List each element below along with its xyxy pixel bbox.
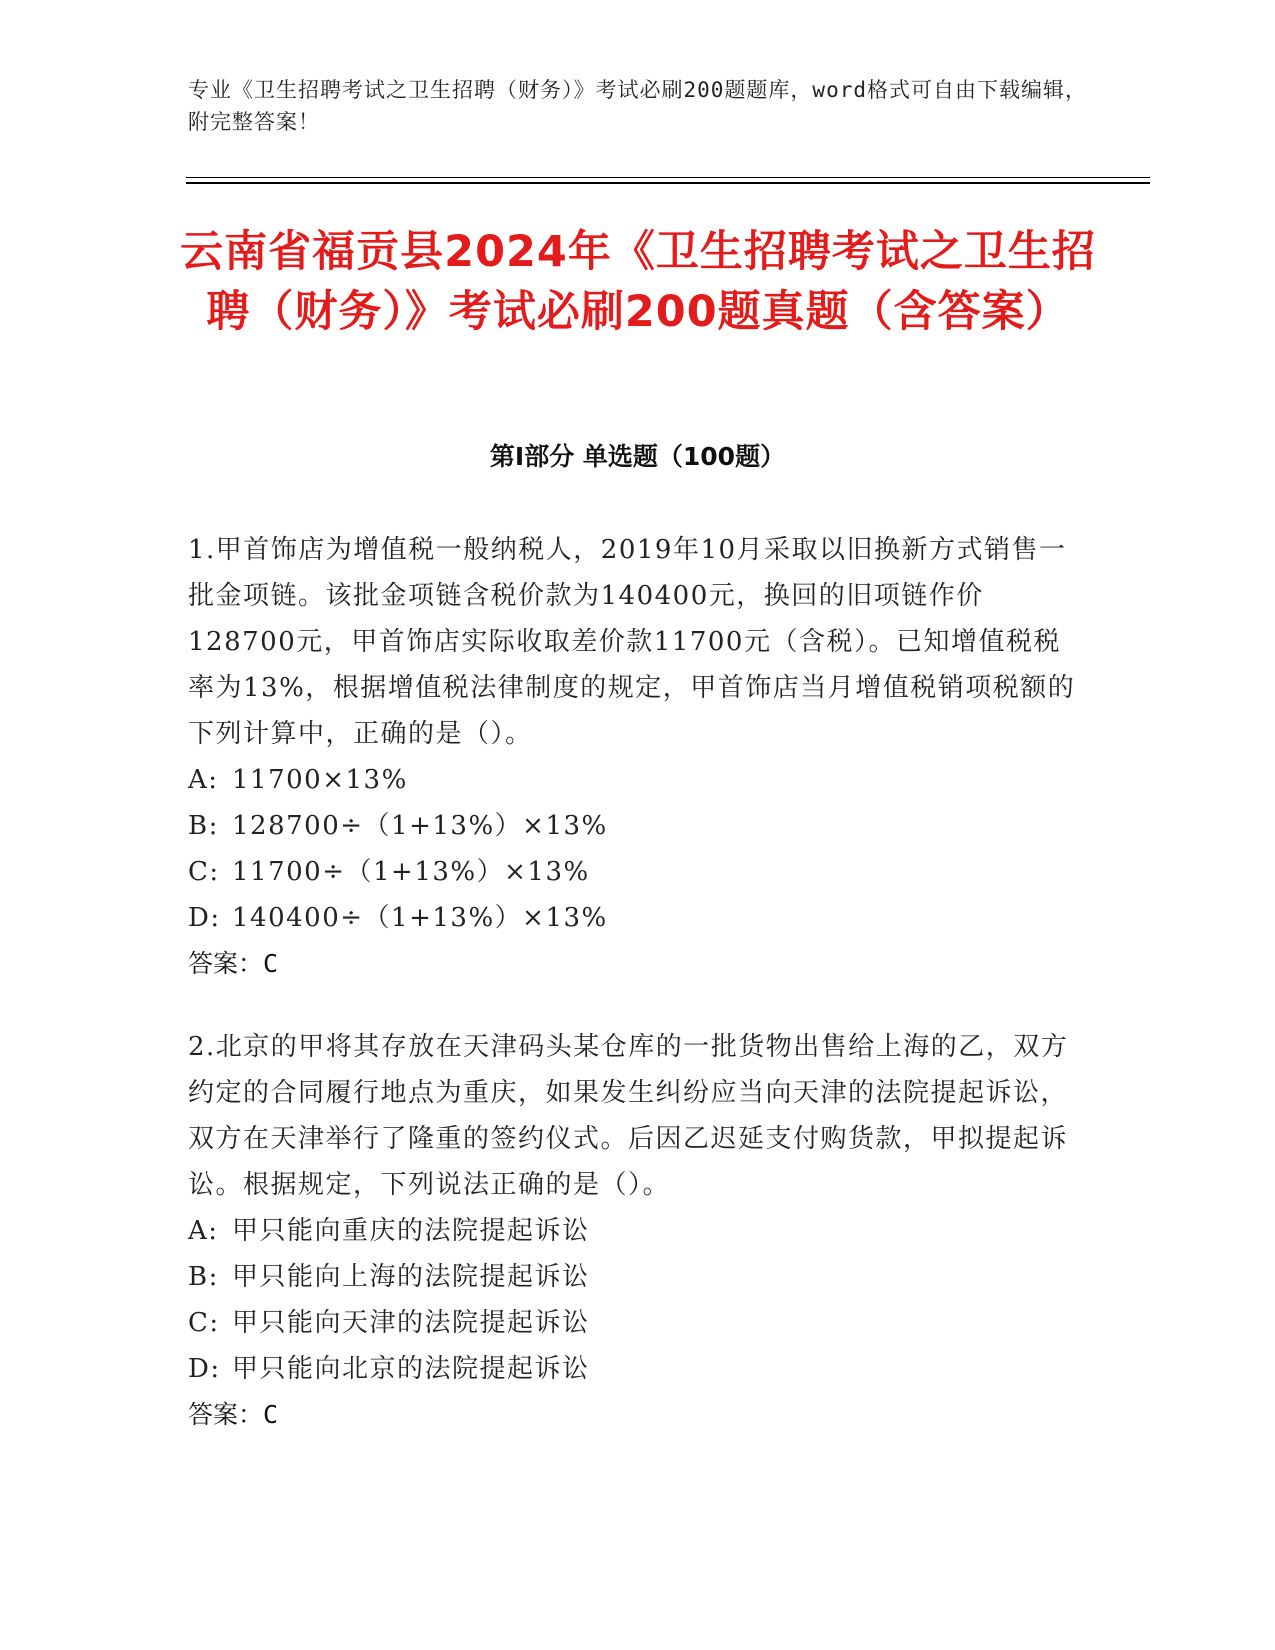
option-d: [188, 1346, 1078, 1392]
option-text: 甲只能向上海的法院提起诉讼: [232, 1262, 590, 1292]
header-divider-thin: [186, 177, 1150, 178]
question-block: [188, 527, 1078, 987]
option-text: 甲只能向天津的法院提起诉讼: [232, 1308, 590, 1338]
option-letter: A:: [188, 1216, 219, 1246]
question-stem: 2.北京的甲将其存放在天津码头某仓库的一批货物出售给上海的乙，双方约定的合同履行地点为重庆，如果发生纠纷应当向天津的法院提起诉讼，双方在天津举行了隆重的签约仪式。后因乙迟延支付购货款，甲拟提起诉讼。根据规定，下列说法正确的是（）。: [188, 1032, 1069, 1200]
answer-line: 答案：C: [188, 1400, 279, 1429]
option-letter: D:: [188, 1354, 221, 1384]
option-letter: B:: [188, 1262, 219, 1292]
answer-line: 答案：C: [188, 949, 279, 978]
section-title: 第Ⅰ部分 单选题（100题）: [489, 442, 786, 471]
option-c: [188, 849, 1078, 895]
option-letter: C:: [188, 857, 220, 887]
option-a: [188, 757, 1078, 803]
header-divider-thick: [186, 182, 1150, 184]
question-stem: 1.甲首饰店为增值税一般纳税人，2019年10月采取以旧换新方式销售一批金项链。该批金项链含税价款为140400元，换回的旧项链作价128700元，甲首饰店实际收取差价款11700元（含税）。已知增值税税率为13%，根据增值税法律制度的规定，甲首饰店当月增值税销项税额的下列计算中，正确的是（）。: [188, 535, 1076, 749]
option-d: [188, 895, 1078, 941]
option-text: 128700÷（1+13%）×13%: [232, 811, 608, 841]
document-title: 云南省福贡县2024年《卫生招聘考试之卫生招聘（财务）》考试必刷200题真题（含答案）: [180, 227, 1096, 337]
option-b: [188, 803, 1078, 849]
option-text: 11700×13%: [232, 765, 408, 795]
option-letter: A:: [188, 765, 219, 795]
option-text: 140400÷（1+13%）×13%: [232, 903, 608, 933]
option-letter: B:: [188, 811, 219, 841]
option-c: [188, 1300, 1078, 1346]
option-letter: C:: [188, 1308, 220, 1338]
option-letter: D:: [188, 903, 221, 933]
option-b: [188, 1254, 1078, 1300]
option-text: 甲只能向北京的法院提起诉讼: [232, 1354, 590, 1384]
option-a: [188, 1208, 1078, 1254]
option-text: 11700÷（1+13%）×13%: [232, 857, 590, 887]
question-block: [188, 1024, 1078, 1438]
header-note: 专业《卫生招聘考试之卫生招聘（财务）》考试必刷200题题库，word格式可自由下载编辑，附完整答案！: [188, 78, 1087, 134]
option-text: 甲只能向重庆的法院提起诉讼: [232, 1216, 590, 1246]
